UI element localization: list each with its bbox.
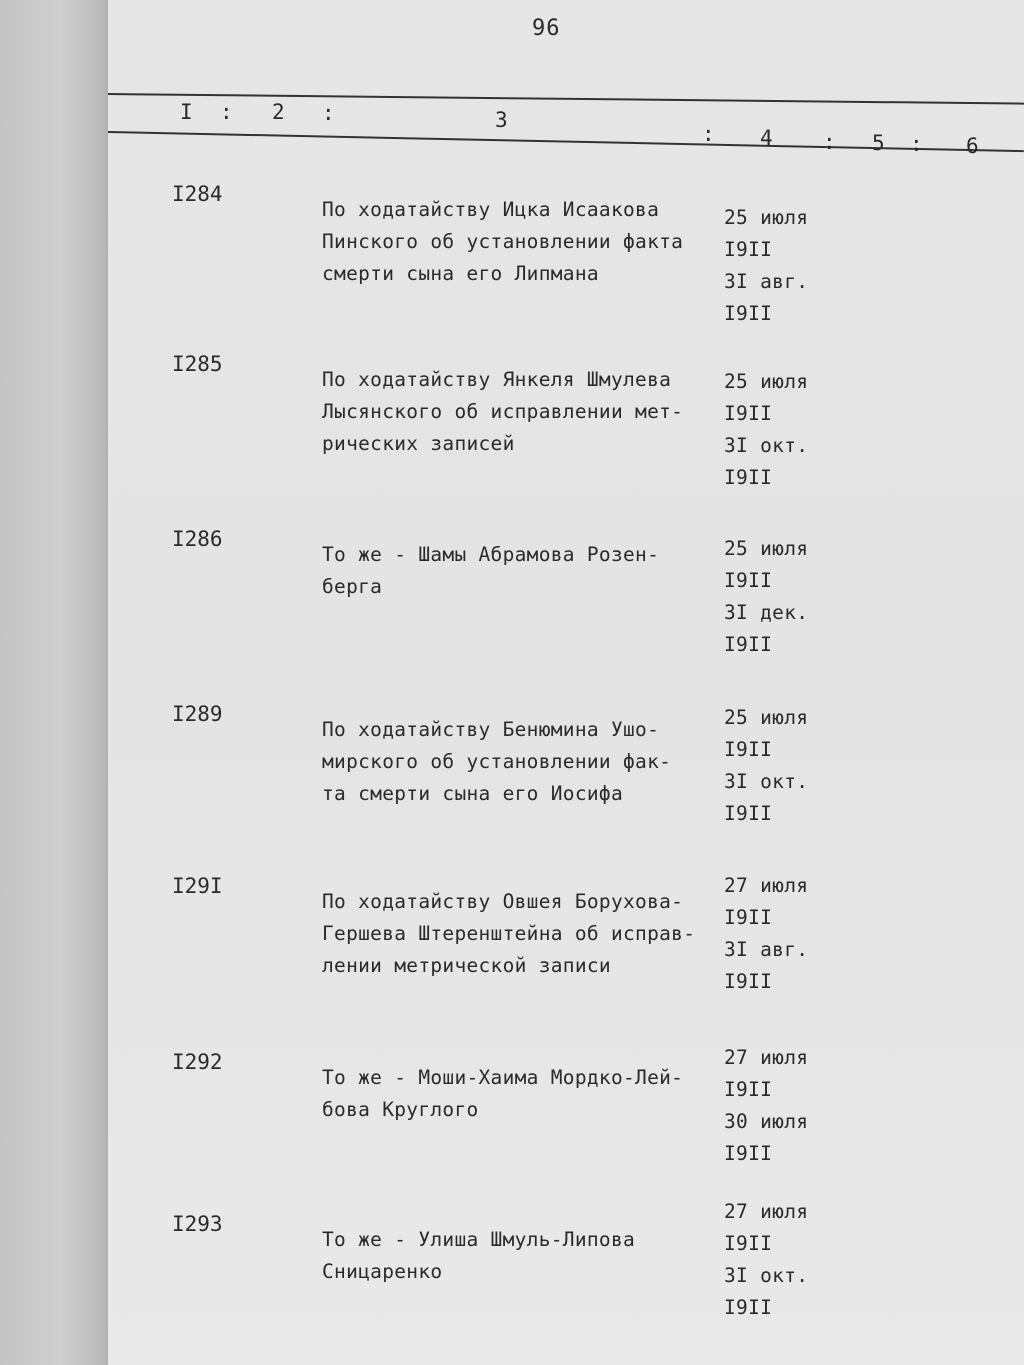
entry-number: I292 [172, 1050, 223, 1074]
column-separator: : [823, 130, 836, 154]
description-line: рических записей [322, 432, 515, 455]
description-line: Гершева Штеренштейна об исправ- [322, 922, 696, 945]
start-date: 25 июля [724, 206, 809, 229]
start-year: I9II [724, 906, 773, 929]
description-line: По ходатайству Ицка Исаакова [322, 198, 660, 221]
column-header-3: 3 [495, 108, 508, 132]
description-line: мирского об установлении фак- [322, 750, 672, 773]
entry-dates [724, 870, 808, 998]
entry-number: I29I [172, 874, 223, 898]
entry-number: I285 [172, 352, 223, 376]
entry-dates [724, 366, 808, 494]
start-year: I9II [724, 1232, 773, 1255]
start-date: 25 июля [724, 706, 809, 729]
description-line: смерти сына его Липмана [322, 262, 599, 285]
start-date: 25 июля [724, 537, 809, 560]
start-year: I9II [724, 402, 773, 425]
end-year: I9II [724, 302, 773, 325]
entry-dates [724, 702, 808, 830]
end-date: 3I авг. [724, 938, 809, 961]
description-line: бова Круглого [322, 1098, 479, 1121]
description-line: То же - Шамы Абрамова Розен- [322, 543, 660, 566]
entry-description [322, 1224, 722, 1288]
description-line: Сницаренко [322, 1260, 443, 1283]
column-header-2: 2 [272, 100, 285, 124]
column-header-6: 6 [966, 134, 979, 158]
column-header-1: I [180, 100, 193, 124]
description-line: Пинского об установлении факта [322, 230, 684, 253]
entry-dates [724, 533, 808, 661]
page-number: 96 [532, 16, 561, 41]
entry-description [322, 364, 722, 460]
description-line: По ходатайству Овшея Борухова- [322, 890, 684, 913]
description-line: То же - Моши-Хаима Мордко-Лей- [322, 1066, 684, 1089]
entry-dates [724, 1196, 808, 1324]
end-date: 3I дек. [724, 601, 809, 624]
description-line: Лысянского об исправлении мет- [322, 400, 684, 423]
end-date: 3I авг. [724, 270, 809, 293]
end-date: 3I окт. [724, 434, 809, 457]
end-year: I9II [724, 970, 773, 993]
start-date: 25 июля [724, 370, 809, 393]
column-header-5: 5 [872, 131, 885, 155]
start-year: I9II [724, 569, 773, 592]
entry-number: I284 [172, 182, 223, 206]
end-year: I9II [724, 1296, 773, 1319]
column-separator: : [702, 122, 715, 146]
entry-number: I289 [172, 702, 223, 726]
description-line: та смерти сына его Иосифа [322, 782, 623, 805]
end-year: I9II [724, 466, 773, 489]
end-date: 30 июля [724, 1110, 809, 1133]
start-year: I9II [724, 1078, 773, 1101]
description-line: То же - Улиша Шмуль-Липова [322, 1228, 636, 1251]
end-date: 3I окт. [724, 1264, 809, 1287]
end-year: I9II [724, 1142, 773, 1165]
entry-dates [724, 202, 808, 330]
start-year: I9II [724, 738, 773, 761]
start-date: 27 июля [724, 1200, 809, 1223]
start-date: 27 июля [724, 1046, 809, 1069]
description-line: берга [322, 575, 383, 598]
end-year: I9II [724, 633, 773, 656]
entry-description [322, 539, 722, 603]
description-line: По ходатайству Янкеля Шмулева [322, 368, 672, 391]
entry-number: I293 [172, 1212, 223, 1236]
end-year: I9II [724, 802, 773, 825]
column-separator: : [910, 132, 923, 156]
start-date: 27 июля [724, 874, 809, 897]
entry-description [322, 714, 722, 810]
description-line: лении метрической записи [322, 954, 611, 977]
entry-dates [724, 1042, 808, 1170]
book-binding [0, 0, 112, 1365]
column-separator: : [322, 101, 335, 125]
start-year: I9II [724, 238, 773, 261]
entry-number: I286 [172, 527, 223, 551]
entry-description [322, 1062, 722, 1126]
column-separator: : [220, 100, 233, 124]
entry-description [322, 886, 722, 982]
end-date: 3I окт. [724, 770, 809, 793]
column-header-4: 4 [760, 126, 773, 150]
description-line: По ходатайству Бенюмина Ушо- [322, 718, 660, 741]
entry-description [322, 194, 722, 290]
